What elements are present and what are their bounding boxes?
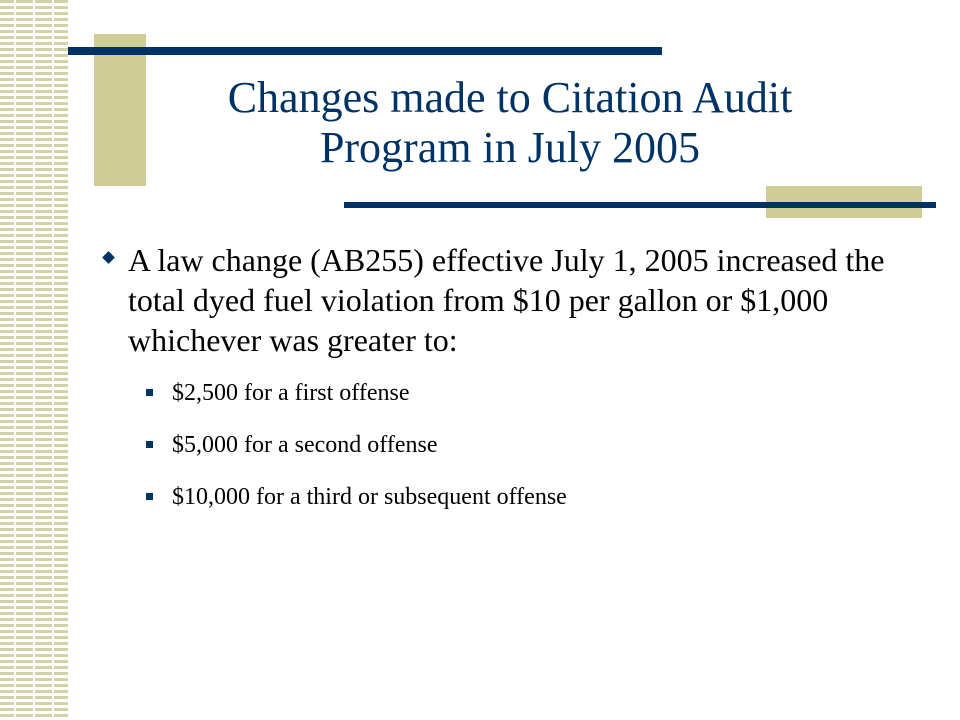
square-bullet-icon	[146, 389, 153, 396]
title-bottom-rule	[344, 202, 936, 208]
diamond-bullet-icon	[102, 251, 115, 264]
slide-body	[100, 240, 920, 534]
sub-bullet	[146, 482, 920, 512]
slide-title-line-1: Changes made to Citation Audit	[227, 73, 793, 122]
sub-bullet-list	[100, 378, 920, 512]
square-bullet-icon	[146, 441, 153, 448]
sub-bullet-text: $2,500 for a first offense	[172, 380, 410, 406]
decorative-striped-strip	[0, 0, 68, 720]
slide-title-line-2: Program in July 2005	[319, 123, 701, 172]
sub-bullet-text: $5,000 for a second offense	[172, 432, 438, 458]
sub-bullet	[146, 430, 920, 460]
slide-title	[130, 73, 890, 173]
sub-bullet	[146, 378, 920, 408]
sub-bullet-text: $10,000 for a third or subsequent offense	[172, 484, 567, 510]
main-bullet-text: A law change (AB255) effective July 1, 2005 increased the total dyed fuel violation from $10 per gallon or $1,000 whichever was greater to:	[128, 242, 885, 358]
title-top-rule	[68, 47, 662, 55]
main-bullet	[100, 240, 920, 360]
square-bullet-icon	[146, 493, 153, 500]
